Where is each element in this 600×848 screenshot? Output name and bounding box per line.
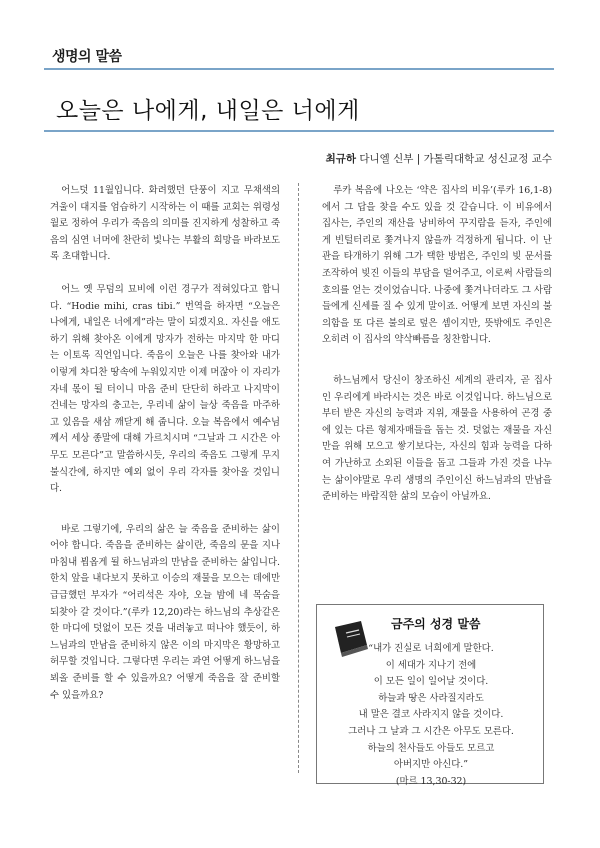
header-rule [44, 68, 554, 70]
section-label: 생명의 말씀 [52, 49, 122, 65]
verse-citation: (마르 13,30-32) [395, 775, 467, 787]
byline [326, 151, 552, 166]
weekly-verse-box [316, 604, 544, 787]
paragraph-gap [50, 266, 280, 282]
verse-box-title: 금주의 성경 말씀 [391, 617, 481, 631]
paragraph-gap [322, 349, 552, 373]
paragraph-gap [50, 498, 280, 522]
paragraph: 어느 옛 무덤의 묘비에 이런 경구가 적혀있다고 합니다. “Hodie mihi, cras tibi.” 번역을 하자면 “오늘은 나에게, 내일은 너에게”라는 말이 되겠지요. 자신을 애도하기 위해 찾아온 이에게 망자가 전하는 마지막 한 마디는 이토록 직언입니다. 죽음이 오늘은 나를 찾아와 내가 이렇게 차디찬 땅속에 누워있지만 이제 머잖아 이 자리가 자네 몫이 될 터이니 마음 준비 단단히 하라고 나지막이 건네는 망자의 충고는, 우리네 삶이 늘상 죽음을 마주하고 있음을 새삼 깨닫게 해 줍니다. 오늘 복음에서 예수님께서 세상 종말에 대해 가르치시며 “그날과 그 시간은 아무도 모른다”고 말씀하시듯, 우리의 죽음도 그렇게 무지불식간에, 하지만 예외 없이 우리 각자를 찾아올 것입니다. [50, 283, 280, 495]
verse-line: “내가 진실로 너희에게 말한다. [368, 643, 494, 654]
title-rule [44, 130, 554, 132]
verse-line: 이 세대가 지나기 전에 [385, 659, 477, 671]
right-column [322, 183, 552, 506]
verse-text [321, 641, 541, 790]
left-column [50, 183, 280, 704]
paragraph: 바로 그렇기에, 우리의 삶은 늘 죽음을 준비하는 삶이어야 합니다. 죽음을 준비하는 삶이란, 죽음의 문을 지나 마침내 뵙옵게 될 하느님과의 만남을 준비하는 삶입니다. 한치 앞을 내다보지 못하고 이승의 재물을 모으는 데에만 급급했던 부자가 “어리석은 자야, 오늘 밤에 네 목숨을 되찾아 갈 것이다.”(루카 12,20)라는 하느님의 추상같은 한 마디에 덧없이 모든 것을 내려놓고 떠나야 했듯이, 하느님과의 만남을 준비하지 않은 이의 마지막은 황망하고 허무할 것입니다. 그렇다면 우리는 과연 어떻게 하느님을 뵈올 준비를 할 수 있을까요? 어떻게 죽음을 잘 준비할 수 있을까요? [50, 523, 280, 701]
author-detail: 다니엘 신부 | 가톨릭대학교 성신교정 교수 [356, 153, 552, 165]
verse-line: 이 모든 일이 일어날 것이다. [373, 676, 489, 688]
author-name: 최규하 [325, 153, 356, 165]
paragraph: 어느덧 11월입니다. 화려했던 단풍이 지고 무채색의 겨울이 대지를 엄습하기 시작하는 이 때를 교회는 위령성월로 정하여 우리가 죽음의 의미를 진지하게 성찰하고 죽음의 심연 너머에 찬란히 빛나는 부활의 희망을 바라보도록 초대합니다. [50, 185, 280, 263]
paragraph: 루카 복음에 나오는 ‘약은 집사의 비유’(루카 16,1-8)에서 그 답을 찾을 수도 있을 것 같습니다. 이 비유에서 집사는, 주인의 재산을 낭비하여 꾸지람을 듣자, 주인에게 빈털터리로 쫓겨나지 않을까 걱정하게 됩니다. 이 난관을 타개하기 위해 그가 택한 방법은, 주인의 빚 문서를 조작하여 빚진 이들의 부담을 덜어주고, 이로써 사람들의 호의를 얻는 것이었습니다. 나중에 쫓겨나더라도 그 사람들에게 신세를 질 수 있게 말이죠. 어떻게 보면 자신의 불의함을 또 다른 불의로 덮은 셈이지만, 뜻밖에도 주인은 오히려 이 집사의 약삭빠름을 칭찬합니다. [322, 185, 552, 346]
verse-line: 그러나 그 날과 그 시간은 아무도 모른다. [348, 725, 514, 737]
paragraph: 하느님께서 당신이 창조하신 세계의 관리자, 곧 집사인 우리에게 바라시는 것은 바로 이것입니다. 하느님으로부터 받은 자신의 능력과 지위, 재물을 사용하여 곤경 중에 있는 다른 형제자매들을 돕는 것. 덧없는 재물을 자신만을 위해 모으고 쌓기보다는, 자신의 힘과 능력을 다하여 가난하고 소외된 이들을 돕고 그들과 가진 것을 나누는 삶이야말로 우리 생명의 주인이신 하느님과의 만남을 준비하는 바람직한 삶의 모습이 아닐까요. [322, 374, 552, 503]
verse-line: 하늘의 천사들도 아들도 모르고 [367, 742, 495, 754]
verse-line: 아버지만 아신다.” [393, 759, 469, 771]
page-title: 오늘은 나에게, 내일은 너에게 [56, 98, 360, 124]
column-divider [298, 183, 299, 773]
verse-line: 내 말은 결코 사라지지 않을 것이다. [358, 709, 504, 721]
verse-line: 하늘과 땅은 사라질지라도 [378, 692, 484, 704]
